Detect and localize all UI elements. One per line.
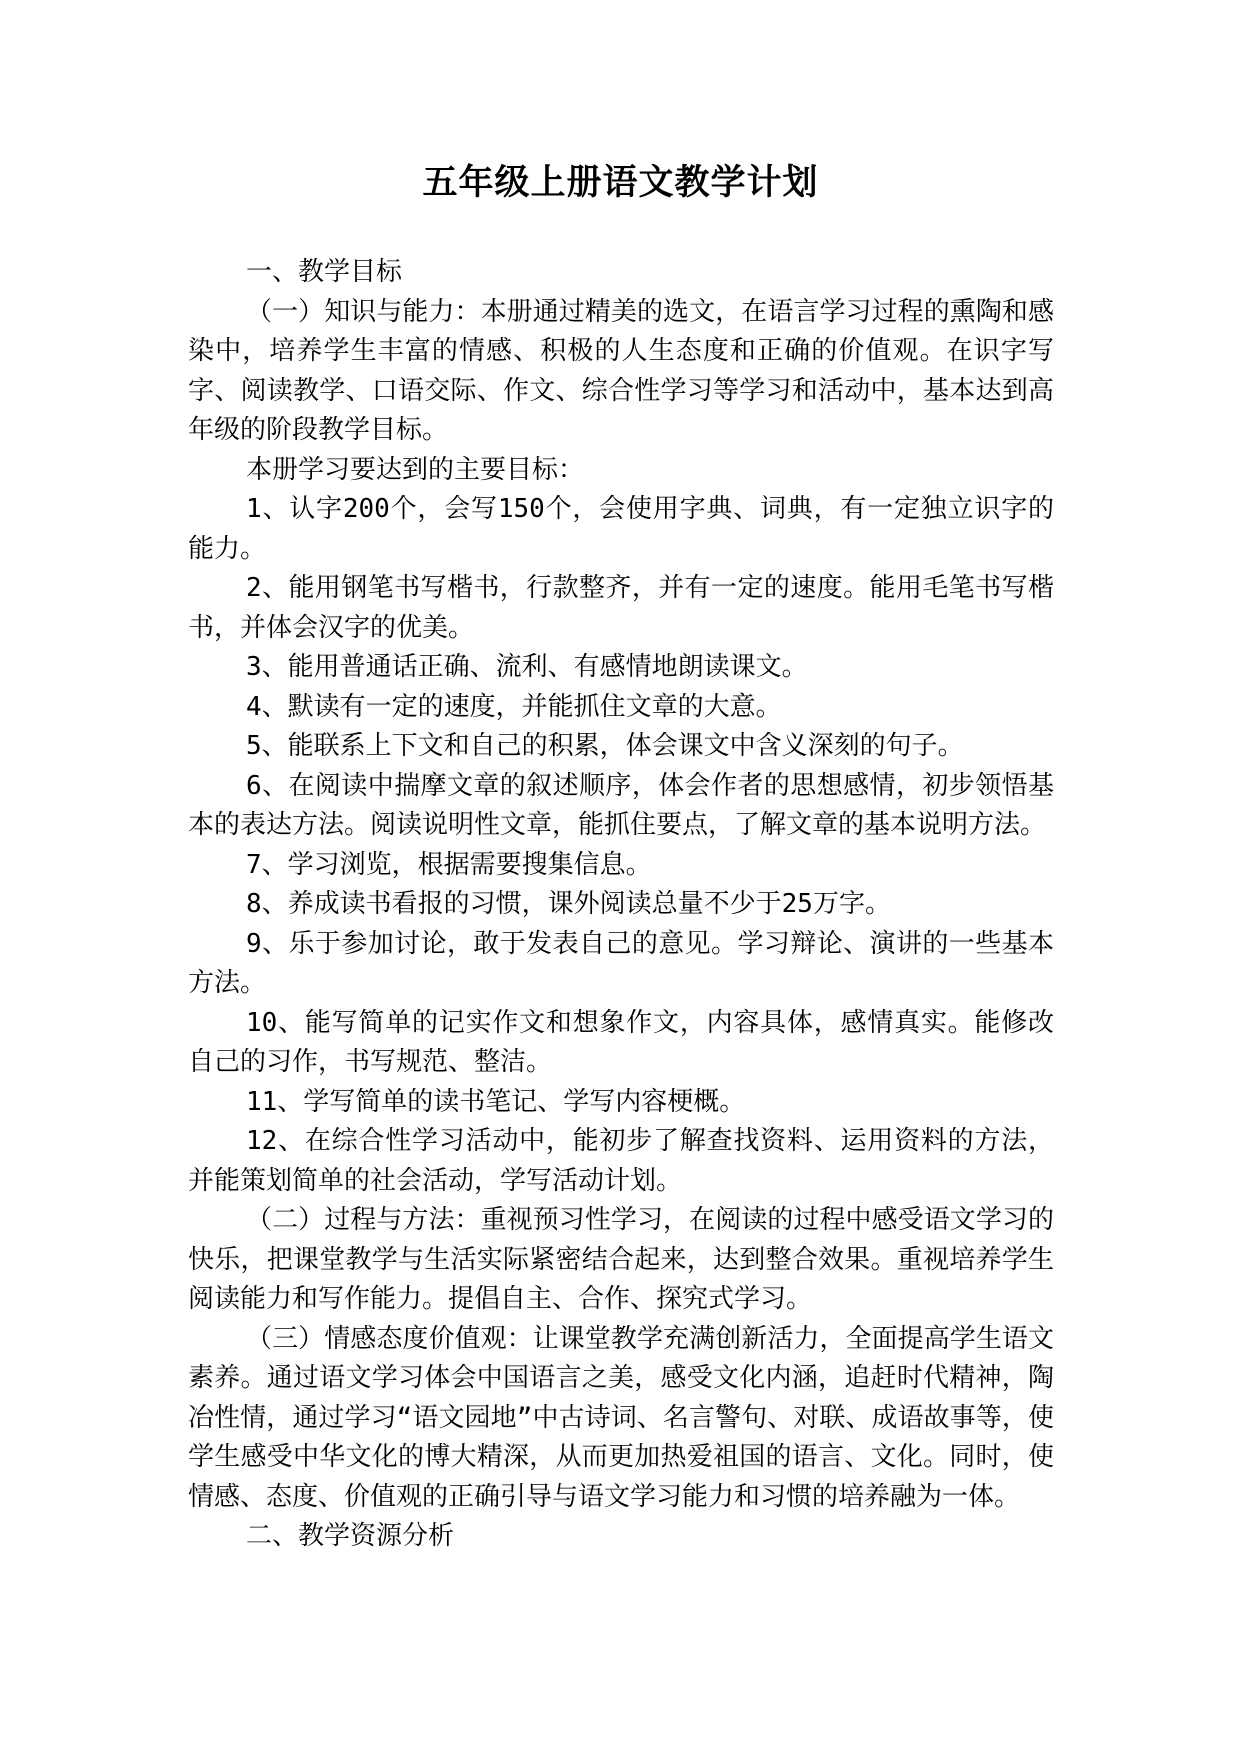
list-item: 7、学习浏览，根据需要搜集信息。 (246, 849, 652, 880)
document-title: 五年级上册语文教学计划 (422, 162, 819, 203)
document-body (188, 253, 1054, 1557)
paragraph: （二）过程与方法：重视预习性学习，在阅读的过程中感受语文学习的快乐，把课堂教学与生活实际紧密结合起来，达到整合效果。重视培养学生阅读能力和写作能力。提倡自主、合作、探究式学习。 (188, 1205, 1054, 1314)
section-heading: 一、教学目标 (246, 257, 403, 287)
list-item: 4、默读有一定的速度，并能抓住文章的大意。 (246, 691, 782, 722)
paragraph: （一）知识与能力：本册通过精美的选文，在语言学习过程的熏陶和感染中，培养学生丰富的情感、积极的人生态度和正确的价值观。在识字写字、阅读教学、口语交际、作文、综合性学习等学习和活动中，基本达到高年级的阶段教学目标。 (188, 296, 1054, 445)
list-item: 11、学写简单的读书笔记、学写内容梗概。 (246, 1086, 746, 1117)
list-item: 3、能用普通话正确、流利、有感情地朗读课文。 (246, 652, 808, 682)
list-item: 9、乐于参加讨论，敢于发表自己的意见。学习辩论、演讲的一些基本方法。 (188, 928, 1054, 998)
list-item: 10、能写简单的记实作文和想象作文，内容具体，感情真实。能修改自己的习作，书写规范、整洁。 (188, 1007, 1054, 1077)
list-item: 2、能用钢笔书写楷书，行款整齐，并有一定的速度。能用毛笔书写楷书，并体会汉字的优美。 (188, 573, 1054, 643)
list-item: 6、在阅读中揣摩文章的叙述顺序，体会作者的思想感情，初步领悟基本的表达方法。阅读说明性文章，能抓住要点，了解文章的基本说明方法。 (188, 770, 1054, 840)
paragraph: 本册学习要达到的主要目标： (246, 454, 585, 485)
section-heading: 二、教学资源分析 (246, 1521, 455, 1551)
paragraph: （三）情感态度价值观：让课堂教学充满创新活力，全面提高学生语文素养。通过语文学习体会中国语言之美，感受文化内涵，追赶时代精神，陶冶性情，通过学习“语文园地”中古诗词、名言警句、对联、成语故事等，使学生感受中华文化的博大精深，从而更加热爱祖国的语言、文化。同时，使情感、态度、价值观的正确引导与语文学习能力和习惯的培养融为一体。 (188, 1323, 1054, 1512)
list-item: 8、养成读书看报的习惯，课外阅读总量不少于25万字。 (246, 889, 891, 919)
list-item: 1、认字200个，会写150个，会使用字典、词典，有一定独立识字的能力。 (188, 494, 1054, 564)
list-item: 12、在综合性学习活动中，能初步了解查找资料、运用资料的方法，并能策划简单的社会活动，学写活动计划。 (188, 1126, 1054, 1196)
list-item: 5、能联系上下文和自己的积累，体会课文中含义深刻的句子。 (246, 731, 964, 761)
